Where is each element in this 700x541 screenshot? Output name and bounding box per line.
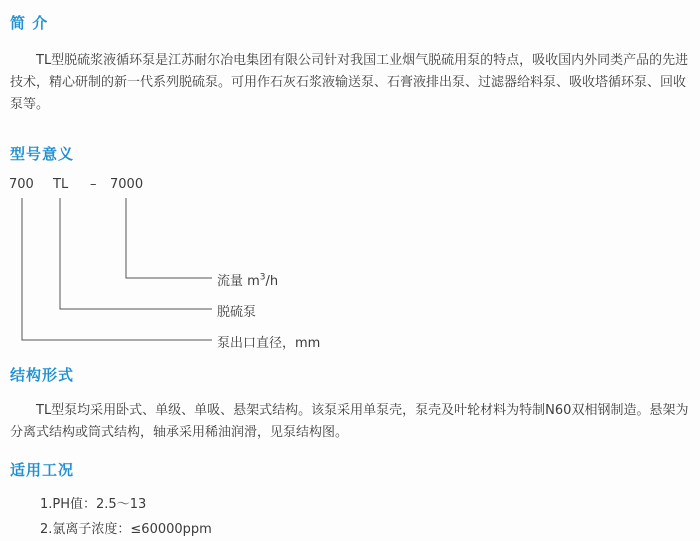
type-leader-line: [60, 198, 212, 309]
flow-leader-line: [126, 198, 212, 278]
condition-item-ph: 1.PH值：2.5～13: [40, 497, 147, 512]
condition-item-chloride: 2.氯离子浓度：≤60000ppm: [40, 522, 212, 537]
model-heading: 型号意义: [10, 145, 75, 163]
conditions-heading: 适用工况: [10, 461, 75, 479]
diameter-label: 泵出口直径，mm: [217, 336, 321, 351]
type-label: 脱硫泵: [217, 305, 257, 320]
flow-label: 流量 $m^3/h$: [217, 272, 279, 289]
model-code-dash: –: [90, 177, 97, 192]
model-code-type: TL: [53, 177, 69, 192]
structure-heading: 结构形式: [10, 366, 75, 384]
intro-heading: 简 介: [10, 14, 49, 32]
model-code-flow: 7000: [110, 177, 144, 192]
intro-paragraph: TL型脱硫浆液循环泵是江苏耐尔冶电集团有限公司针对我国工业烟气脱硫用泵的特点，吸收国内外同类产品的先进技术，精心研制的新一代系列脱硫泵。可用作石灰石浆液输送泵、石膏液排出泵、过滤器给料泵、吸收塔循环泵、回收泵等。: [10, 53, 689, 112]
diameter-leader-line: [22, 198, 212, 340]
model-code-diameter: 700: [9, 177, 34, 192]
structure-paragraph: TL型泵均采用卧式、单级、单吸、悬架式结构。该泵采用单泵壳，泵壳及叶轮材料为特制N60双相钢制造。悬架为分离式结构或筒式结构，轴承采用稀油润滑，见泵结构图。: [10, 403, 689, 440]
